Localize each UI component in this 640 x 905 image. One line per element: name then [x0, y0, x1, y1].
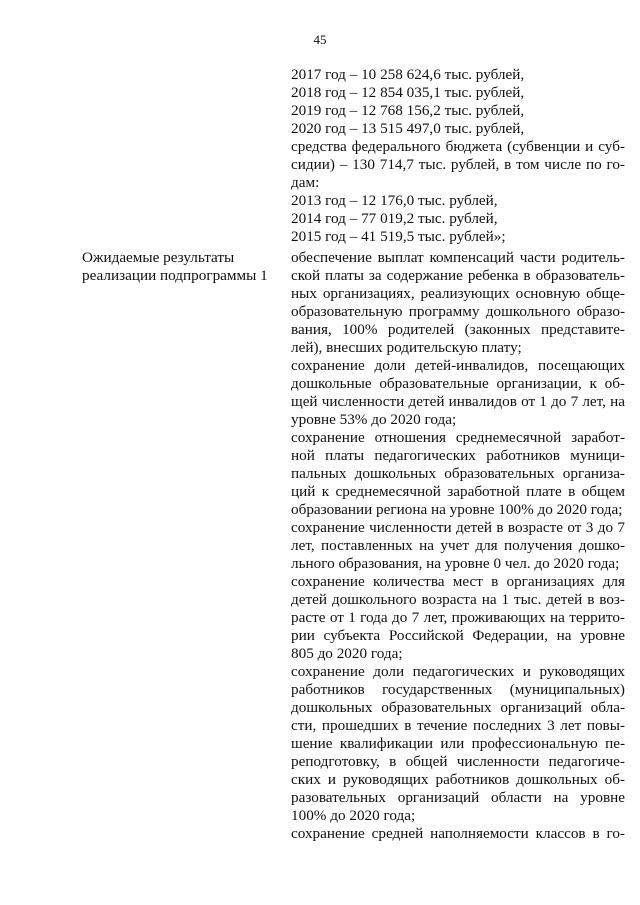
federal-year-2013: 2013 год – 12 176,0 тыс. рублей, [291, 192, 498, 209]
budget-line-2018: 2018 год – 12 854 035,1 тыс. рублей, [291, 84, 525, 101]
results-line: образовательную программу дошкольного образо- [291, 303, 625, 320]
federal-line: сидии) – 130 714,7 тыс. рублей, в том числе по го- [291, 156, 625, 173]
results-line: сохранение доли педагогических и руководящих [291, 663, 625, 680]
results-line: дошкольных образовательных организаций обла- [291, 699, 625, 716]
results-line: ных организациях, реализующих основную обще- [291, 285, 625, 302]
results-line: щей численности детей инвалидов от 1 до 7 лет, на [291, 393, 625, 410]
federal-line: средства федерального бюджета (субвенции и суб- [291, 138, 625, 155]
federal-year-2014: 2014 год – 77 019,2 тыс. рублей, [291, 210, 498, 227]
page-number: 45 [313, 32, 327, 47]
section-label-line: Ожидаемые результаты [82, 249, 235, 266]
results-line: льного образования, на уровне 0 чел. до 2020 года; [291, 555, 620, 572]
results-line: расте от 1 года до 7 лет, проживающих на террито- [291, 609, 625, 626]
results-line: шение квалификации или профессиональную пе- [291, 735, 625, 752]
budget-line-2020: 2020 год – 13 515 497,0 тыс. рублей, [291, 120, 525, 137]
results-line: обеспечение выплат компенсаций части родитель- [291, 249, 625, 266]
federal-line-last: дам: [291, 174, 320, 191]
results-line: сохранение средней наполняемости классов в го- [291, 825, 625, 842]
results-line: сохранение численности детей в возрасте от 3 до 7 [291, 519, 625, 536]
results-line: 805 до 2020 года; [291, 645, 403, 662]
results-line: рии субъекта Российской Федерации, на уровне [291, 627, 625, 644]
results-line: ской платы за содержание ребенка в образователь- [291, 267, 625, 284]
results-line: пальных дошкольных образовательных организа- [291, 465, 625, 482]
results-line: дошкольные образовательные организации, к об- [291, 375, 625, 392]
results-line: сти, прошедших в течение последних 3 лет повы- [291, 717, 625, 734]
results-line: работников государственных (муниципальных) [291, 681, 625, 698]
results-line: сохранение количества мест в организациях для [291, 573, 625, 590]
results-line: сохранение доли детей-инвалидов, посещающих [291, 357, 625, 374]
results-line: 100% до 2020 года; [291, 807, 416, 824]
federal-year-2015: 2015 год – 41 519,5 тыс. рублей»; [291, 228, 506, 245]
results-line: ной платы педагогических работников муници- [291, 447, 625, 464]
results-line: уровне 53% до 2020 года; [291, 411, 457, 428]
results-line: сохранение отношения среднемесячной заработ- [291, 429, 625, 446]
budget-line-2017: 2017 год – 10 258 624,6 тыс. рублей, [291, 66, 525, 83]
results-line: детей дошкольного возраста на 1 тыс. детей в воз- [291, 591, 625, 608]
results-line: лет, поставленных на учет для получения дошко- [291, 537, 625, 554]
results-line: разовательных организаций области на уровне [291, 789, 625, 806]
section-label-line: реализации подпрограммы 1 [82, 267, 268, 284]
results-line: ций к среднемесячной заработной плате в общем [291, 483, 625, 500]
results-line: ских и руководящих работников дошкольных об- [291, 771, 625, 788]
budget-line-2019: 2019 год – 12 768 156,2 тыс. рублей, [291, 102, 525, 119]
results-line: реподготовку, в общей численности педагогиче- [291, 753, 625, 770]
results-line: образовании региона на уровне 100% до 2020 года; [291, 501, 623, 518]
results-line: вания, 100% родителей (законных представите- [291, 321, 625, 338]
results-line: лей), внесших родительскую плату; [291, 339, 522, 356]
